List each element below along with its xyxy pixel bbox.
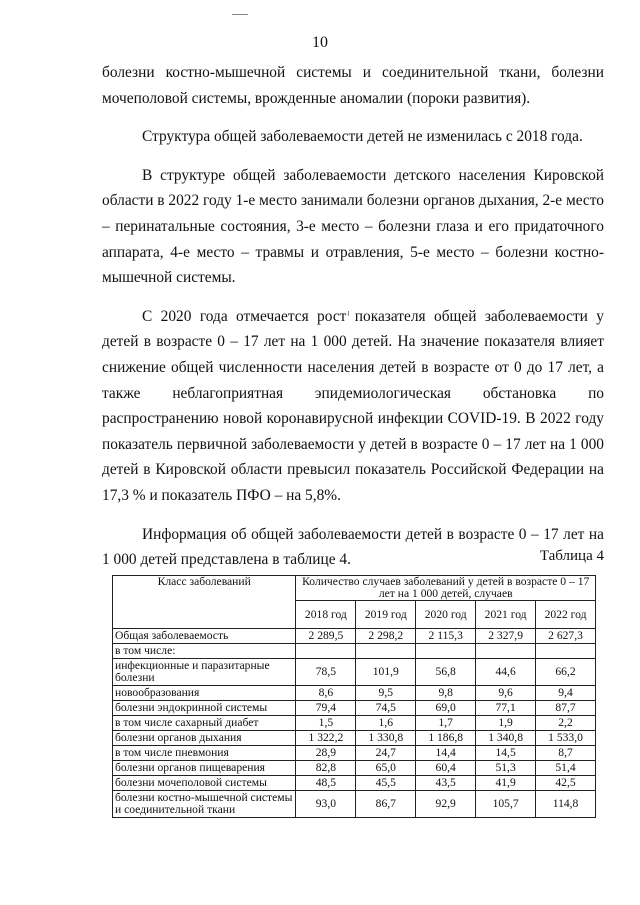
table-cell: 43,5 bbox=[416, 776, 476, 791]
table-cell: 41,9 bbox=[476, 776, 536, 791]
row-label: болезни эндокринной системы bbox=[113, 701, 296, 716]
table-cell: 2 327,9 bbox=[476, 629, 536, 644]
year-header: 2019 год bbox=[356, 601, 416, 629]
table-header-row bbox=[113, 576, 596, 601]
table-cell: 101,9 bbox=[356, 659, 416, 686]
row-label: болезни костно-мышечной системы и соединительной ткани bbox=[113, 791, 296, 818]
table-cell: 2 627,3 bbox=[536, 629, 596, 644]
table-row bbox=[113, 659, 596, 686]
table-cell: 2,2 bbox=[536, 716, 596, 731]
paragraph: болезни костно-мышечной системы и соединительной ткани, болезни мочеполовой системы, врожденные аномалии (пороки развития). bbox=[102, 64, 604, 107]
table-caption: Таблица 4 bbox=[539, 548, 604, 564]
table-cell: 114,8 bbox=[536, 791, 596, 818]
table-cell: 1,6 bbox=[356, 716, 416, 731]
row-label: новообразования bbox=[113, 686, 296, 701]
table-cell: 78,5 bbox=[296, 659, 356, 686]
table-row bbox=[113, 686, 596, 701]
year-header: 2021 год bbox=[476, 601, 536, 629]
table-cell: 9,5 bbox=[356, 686, 416, 701]
table-cell: 8,7 bbox=[536, 746, 596, 761]
table-cell: 28,9 bbox=[296, 746, 356, 761]
table-cell: 42,5 bbox=[536, 776, 596, 791]
table-cell: 2 289,5 bbox=[296, 629, 356, 644]
table-cell: 66,2 bbox=[536, 659, 596, 686]
table-cell: 1 322,2 bbox=[296, 731, 356, 746]
paragraph: В структуре общей заболеваемости детского населения Кировской области в 2022 году 1-е место занимали болезни органов дыхания, 2-е место – перинатальные состояния, 3-е место – болезни глаза и его придаточного аппарата, 4-е место – травмы и отравления, 5-е место – болезни костно-мышечной системы. bbox=[102, 166, 604, 287]
table-cell: 1,9 bbox=[476, 716, 536, 731]
page-number: 10 bbox=[312, 34, 328, 51]
column-header-cases: Количество случаев заболеваний у детей в возрасте 0 – 17 лет на 1 000 детей, случаев bbox=[296, 576, 596, 601]
table-row bbox=[113, 731, 596, 746]
table-cell: 77,1 bbox=[476, 701, 536, 716]
table-cell bbox=[536, 644, 596, 659]
table-cell: 9,4 bbox=[536, 686, 596, 701]
table-cell: 82,8 bbox=[296, 761, 356, 776]
body-text bbox=[102, 60, 604, 586]
table-cell: 56,8 bbox=[416, 659, 476, 686]
year-header: 2018 год bbox=[296, 601, 356, 629]
row-label: болезни мочеполовой системы bbox=[113, 776, 296, 791]
table-row bbox=[113, 701, 596, 716]
table-row bbox=[113, 761, 596, 776]
table-cell: 8,6 bbox=[296, 686, 356, 701]
table-cell: 14,5 bbox=[476, 746, 536, 761]
table-cell: 1 533,0 bbox=[536, 731, 596, 746]
table-cell: 2 115,3 bbox=[416, 629, 476, 644]
table-cell bbox=[356, 644, 416, 659]
table-cell: 86,7 bbox=[356, 791, 416, 818]
table-cell: 87,7 bbox=[536, 701, 596, 716]
scan-speck bbox=[232, 14, 248, 15]
table-cell: 48,5 bbox=[296, 776, 356, 791]
row-label: болезни органов пищеварения bbox=[113, 761, 296, 776]
morbidity-table bbox=[112, 575, 596, 818]
table-cell: 74,5 bbox=[356, 701, 416, 716]
table-cell: 93,0 bbox=[296, 791, 356, 818]
year-header: 2020 год bbox=[416, 601, 476, 629]
row-label: Общая заболеваемость bbox=[113, 629, 296, 644]
table-row bbox=[113, 776, 596, 791]
table-cell: 9,6 bbox=[476, 686, 536, 701]
table-cell: 14,4 bbox=[416, 746, 476, 761]
table-cell bbox=[296, 644, 356, 659]
row-label: инфекционные и паразитарные болезни bbox=[113, 659, 296, 686]
table-cell: 1 340,8 bbox=[476, 731, 536, 746]
table-cell: 1,7 bbox=[416, 716, 476, 731]
table-cell bbox=[476, 644, 536, 659]
table-cell: 92,9 bbox=[416, 791, 476, 818]
paragraph: Информация об общей заболеваемости детей в возрасте 0 – 17 лет на 1 000 детей представлена в таблице 4. bbox=[102, 525, 604, 569]
table-row bbox=[113, 716, 596, 731]
table-body bbox=[113, 629, 596, 818]
table-cell: 1 330,8 bbox=[356, 731, 416, 746]
row-label: болезни органов дыхания bbox=[113, 731, 296, 746]
row-label: в том числе пневмония bbox=[113, 746, 296, 761]
table-row bbox=[113, 746, 596, 761]
table-row bbox=[113, 644, 596, 659]
table-cell: 69,0 bbox=[416, 701, 476, 716]
table-cell: 44,6 bbox=[476, 659, 536, 686]
table-cell: 1 186,8 bbox=[416, 731, 476, 746]
table-cell: 1,5 bbox=[296, 716, 356, 731]
table-cell: 51,4 bbox=[536, 761, 596, 776]
table-cell: 51,3 bbox=[476, 761, 536, 776]
row-label: в том числе сахарный диабет bbox=[113, 716, 296, 731]
table-cell: 65,0 bbox=[356, 761, 416, 776]
table-cell: 24,7 bbox=[356, 746, 416, 761]
paragraph: С 2020 года отмечается рост показателя общей заболеваемости у детей в возрасте 0 – 17 лет на 1 000 детей. На значение показателя влияет снижение общей численности населения детей в возрасте от 0 до 17 лет, а также неблагоприятная эпидемиологическая обстановка по распространению новой коронавирусной инфекции COVID-19. В 2022 году показатель первичной заболеваемости у детей в возрасте 0 – 17 лет на 1 000 детей в Кировской области превысил показатель Российской Федерации на 17,3 % и показатель ПФО – на 5,8%. bbox=[102, 307, 604, 504]
paragraph: Структура общей заболеваемости детей не изменилась с 2018 года. bbox=[142, 128, 583, 146]
year-header: 2022 год bbox=[536, 601, 596, 629]
column-header-disease-class: Класс заболеваний bbox=[113, 576, 296, 629]
table-row bbox=[113, 629, 596, 644]
table-cell: 105,7 bbox=[476, 791, 536, 818]
table-cell: 60,4 bbox=[416, 761, 476, 776]
table-cell bbox=[416, 644, 476, 659]
table-cell: 2 298,2 bbox=[356, 629, 416, 644]
table-row bbox=[113, 791, 596, 818]
table-cell: 79,4 bbox=[296, 701, 356, 716]
row-label: в том числе: bbox=[113, 644, 296, 659]
table-cell: 45,5 bbox=[356, 776, 416, 791]
table-cell: 9,8 bbox=[416, 686, 476, 701]
